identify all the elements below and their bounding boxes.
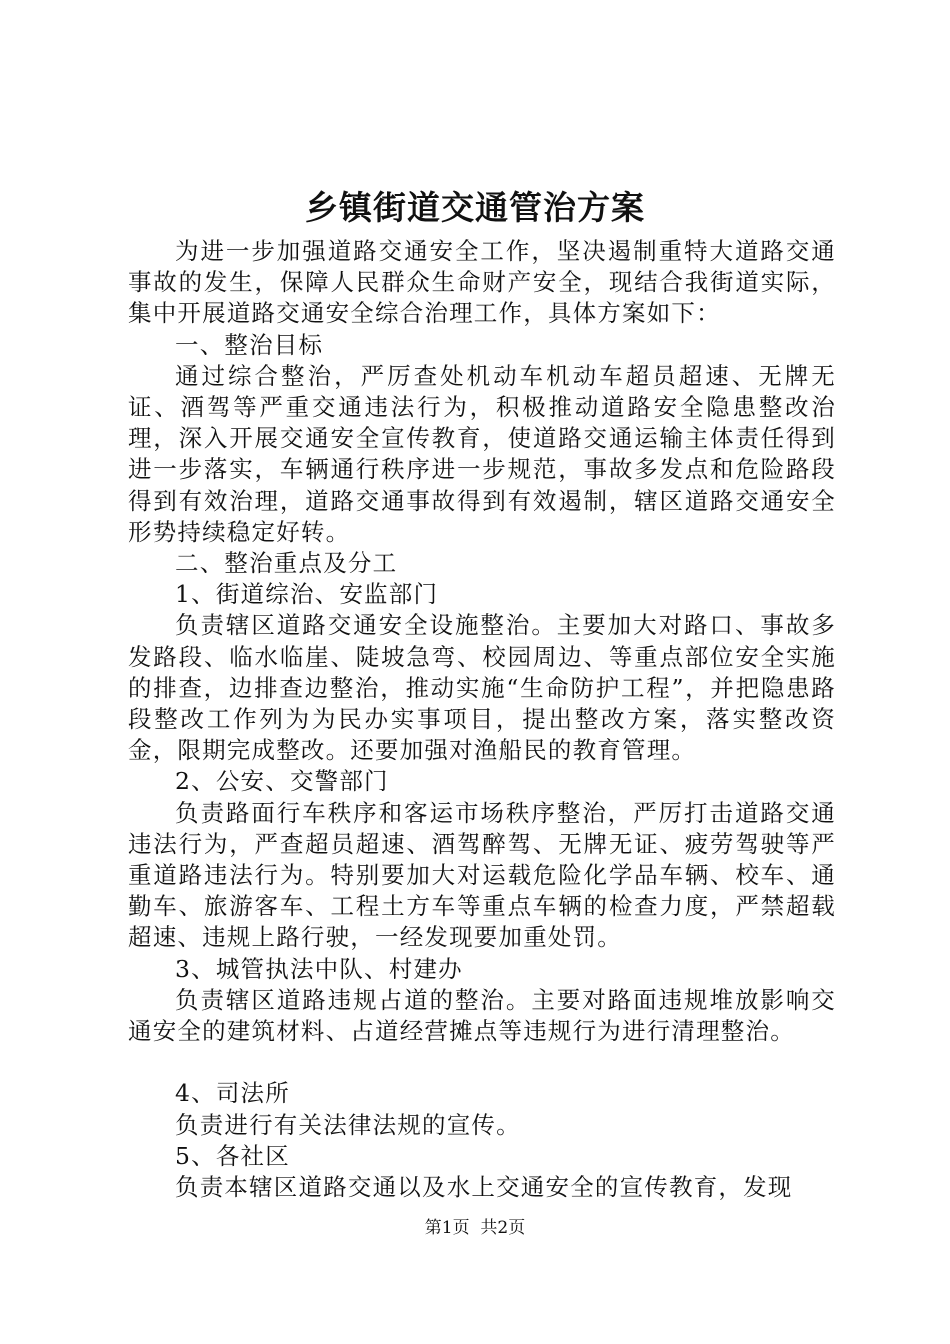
item-5-heading: 5、各社区 [175, 1141, 290, 1170]
item-3-paragraph: 负责辖区道路违规占道的整治。主要对路面违规堆放影响交通安全的建筑材料、占道经营摊点等违规行为进行清理整治。 [128, 985, 836, 1046]
section-1-heading: 一、整治目标 [175, 330, 324, 359]
page-footer [0, 1216, 950, 1240]
item-2-heading: 2、公安、交警部门 [175, 767, 389, 796]
blank-line [128, 1047, 836, 1078]
item-2-paragraph: 负责路面行车秩序和客运市场秩序整治，严厉打击道路交通违法行为，严查超员超速、酒驾醉驾、无牌无证、疲劳驾驶等严重道路违法行为。特别要加大对运载危险化学品车辆、校车、通勤车、旅游客车、工程土方车等重点车辆的检查力度，严禁超载超速、违规上路行驶，一经发现要加重处罚。 [128, 798, 836, 952]
section-1-paragraph: 通过综合整治，严厉查处机动车机动车超员超速、无牌无证、酒驾等严重交通违法行为，积极推动道路安全隐患整改治理，深入开展交通安全宣传教育，使道路交通运输主体责任得到进一步落实，车辆通行秩序进一步规范，事故多发点和危险路段得到有效治理，道路交通事故得到有效遏制，辖区道路交通安全形势持续稳定好转。 [128, 361, 836, 546]
item-4-paragraph: 负责进行有关法律法规的宣传。 [175, 1110, 521, 1139]
item-3-heading: 3、城管执法中队、村建办 [175, 954, 463, 983]
item-4-heading: 4、司法所 [175, 1079, 290, 1108]
item-1-heading: 1、街道综治、安监部门 [175, 580, 439, 609]
page-number-label: 第1页 共2页 [424, 1218, 526, 1238]
item-5-paragraph: 负责本辖区道路交通以及水上交通安全的宣传教育，发现 [175, 1173, 793, 1202]
intro-paragraph: 为进一步加强道路交通安全工作，坚决遏制重特大道路交通事故的发生，保障人民群众生命财产安全，现结合我街道实际，集中开展道路交通安全综合治理工作，具体方案如下： [128, 237, 836, 328]
document-title: 乡镇街道交通管治方案 [305, 188, 645, 227]
document-body [128, 236, 836, 1203]
item-1-paragraph: 负责辖区道路交通安全设施整治。主要加大对路口、事故多发路段、临水临崖、陡坡急弯、校园周边、等重点部位安全实施的排查，边排查边整治，推动实施“生命防护工程”，并把隐患路段整改工作列为为民办实事项目，提出整改方案，落实整改资金，限期完成整改。还要加强对渔船民的教育管理。 [128, 611, 836, 765]
section-2-heading: 二、整治重点及分工 [175, 549, 398, 578]
